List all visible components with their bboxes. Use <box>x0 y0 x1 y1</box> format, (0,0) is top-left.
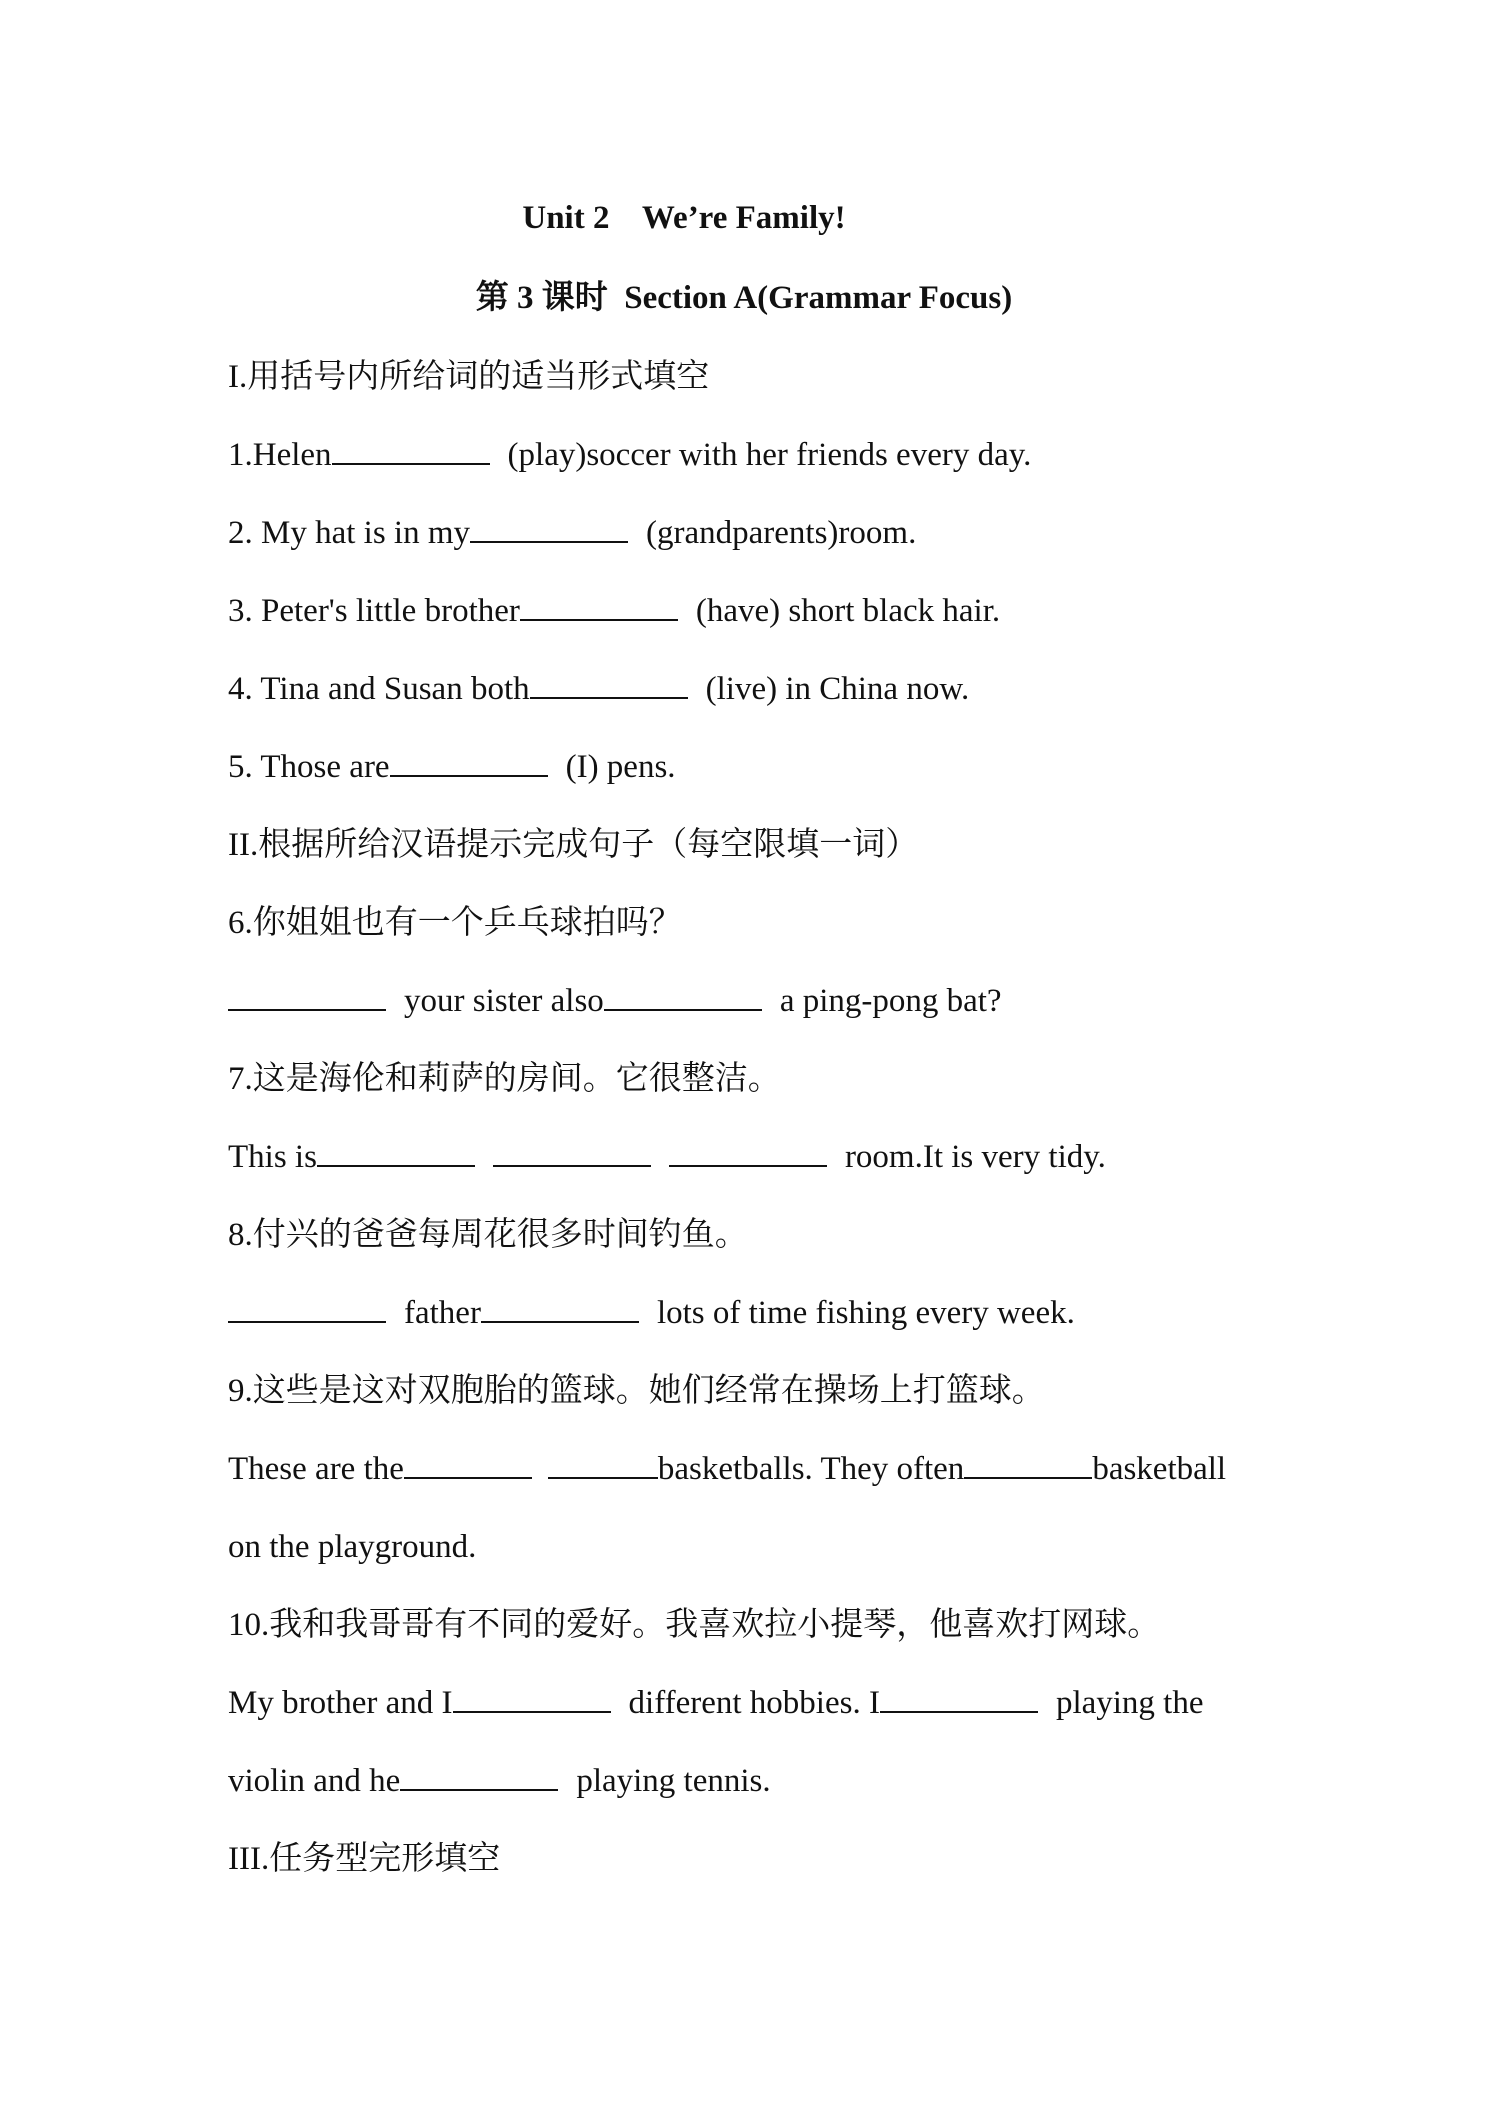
question-9-line-2: on the playground. <box>228 1529 477 1565</box>
answer-blank[interactable] <box>669 1137 827 1167</box>
question-7 <box>228 1137 1106 1177</box>
question-6-chinese: 6.你姐姐也有一个乒乓球拍吗？ <box>228 905 682 941</box>
question-10-line-2-post: playing tennis. <box>576 1763 771 1799</box>
question-1-text-post: (play)soccer with her friends every day. <box>507 437 1032 473</box>
question-8 <box>228 1293 1075 1333</box>
question-6-text-mid: your sister also <box>404 983 604 1019</box>
question-1 <box>228 435 1031 475</box>
question-5-text-post: (I) pens. <box>565 749 676 785</box>
question-10-text-mid: different hobbies. I <box>628 1685 880 1721</box>
answer-blank[interactable] <box>530 669 688 699</box>
answer-blank[interactable] <box>228 1293 386 1323</box>
question-9-text-pre: These are the <box>228 1451 404 1487</box>
question-3-text-post: (have) short black hair. <box>695 593 1001 629</box>
answer-blank[interactable] <box>332 435 490 465</box>
section-2-heading: II.根据所给汉语提示完成句子（每空限填一词） <box>228 827 919 863</box>
question-9-text-post: basketball <box>1092 1451 1227 1487</box>
answer-blank[interactable] <box>964 1449 1092 1479</box>
question-5 <box>228 747 676 787</box>
answer-blank[interactable] <box>481 1293 639 1323</box>
question-5-text-pre: 5. Those are <box>228 749 390 785</box>
answer-blank[interactable] <box>404 1449 532 1479</box>
section-3-heading: III.任务型完形填空 <box>228 1841 501 1877</box>
question-8-text-post: lots of time fishing every week. <box>656 1295 1075 1331</box>
question-4-text-pre: 4. Tina and Susan both <box>228 671 530 707</box>
answer-blank[interactable] <box>880 1683 1038 1713</box>
answer-blank[interactable] <box>390 747 548 777</box>
question-2-text-pre: 2. My hat is in my <box>228 515 471 551</box>
question-3-text-pre: 3. Peter's little brother <box>228 593 520 629</box>
question-10-text-pre: My brother and I <box>228 1685 453 1721</box>
answer-blank[interactable] <box>604 981 762 1011</box>
question-10-chinese: 10.我和我哥哥有不同的爱好。我喜欢拉小提琴，他喜欢打网球。 <box>228 1607 1161 1643</box>
question-4 <box>228 669 969 709</box>
answer-blank[interactable] <box>493 1137 651 1167</box>
question-2 <box>228 513 916 553</box>
answer-blank[interactable] <box>548 1449 658 1479</box>
question-9-text-mid: basketballs. They often <box>657 1451 965 1487</box>
answer-blank[interactable] <box>453 1683 611 1713</box>
answer-blank[interactable] <box>317 1137 475 1167</box>
question-10-text-post: playing the <box>1055 1685 1204 1721</box>
unit-title: Unit 2 We’re Family! <box>522 200 846 236</box>
question-6-text-post: a ping-pong bat? <box>779 983 1002 1019</box>
question-10 <box>228 1683 1204 1723</box>
section-1-heading: I.用括号内所给词的适当形式填空 <box>228 359 710 395</box>
question-9-chinese: 9.这些是这对双胞胎的篮球。她们经常在操场上打篮球。 <box>228 1373 1045 1409</box>
question-6 <box>228 981 1002 1021</box>
question-7-text-pre: This is <box>228 1139 317 1175</box>
question-9 <box>228 1449 1226 1489</box>
question-2-text-post: (grandparents)room. <box>646 515 917 551</box>
question-10-line-2-pre: violin and he <box>228 1763 401 1799</box>
question-10-line-2 <box>228 1761 771 1801</box>
question-4-text-post: (live) in China now. <box>705 671 970 707</box>
question-1-text-pre: 1.Helen <box>228 437 332 473</box>
question-8-text-mid: father <box>404 1295 481 1331</box>
lesson-title: 第 3 课时 Section A(Grammar Focus) <box>475 280 1013 316</box>
question-3 <box>228 591 1000 631</box>
question-7-chinese: 7.这是海伦和莉萨的房间。它很整洁。 <box>228 1061 781 1097</box>
answer-blank[interactable] <box>470 513 628 543</box>
answer-blank[interactable] <box>520 591 678 621</box>
question-7-text-post: room.It is very tidy. <box>844 1139 1106 1175</box>
answer-blank[interactable] <box>400 1761 558 1791</box>
answer-blank[interactable] <box>228 981 386 1011</box>
question-8-chinese: 8.付兴的爸爸每周花很多时间钓鱼。 <box>228 1217 748 1253</box>
